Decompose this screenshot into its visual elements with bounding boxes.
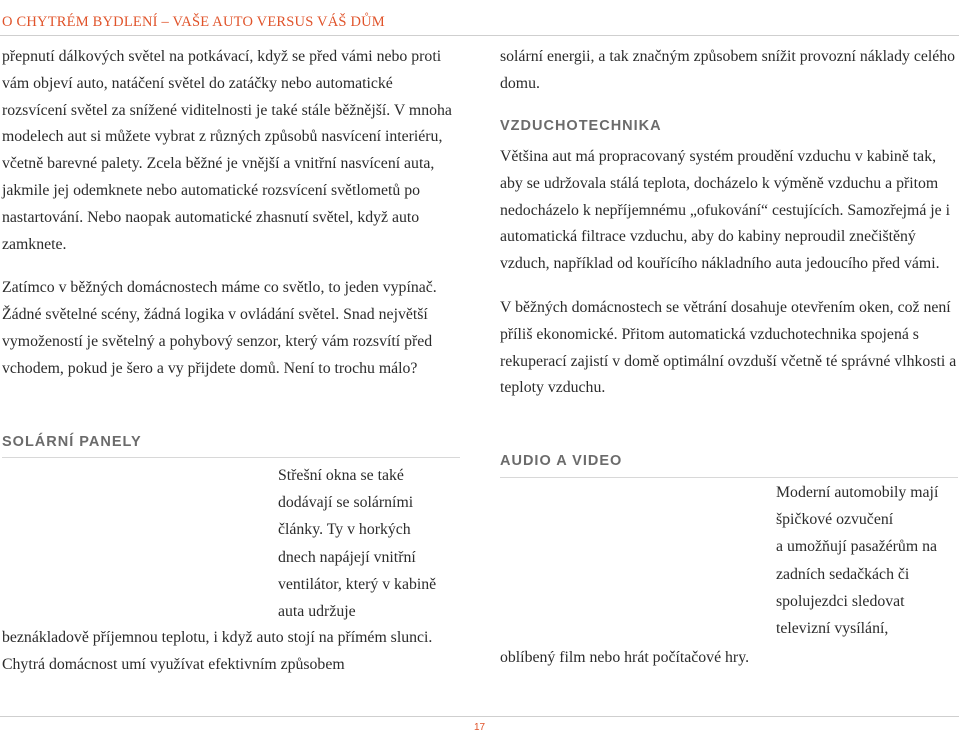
page-number: 17 [474,722,486,733]
solar-float-text [278,462,463,625]
solar-line: auta udržuje [278,603,356,621]
solar-line: Střešní okna se také [278,467,404,484]
audio-line: špičkové ozvučení [776,511,894,529]
solar-line: dodávají se solárními [278,494,414,512]
heading-audio-video: AUDIO A VIDEO [500,453,623,469]
header-divider [0,35,959,36]
heading-audio-divider [500,477,958,478]
heading-solar-panels: SOLÁRNÍ PANELY [2,434,142,450]
left-column [2,44,460,383]
solar-line: dnech napájejí vnitřní [278,548,416,566]
heading-ventilation: VZDUCHOTECHNIKA [500,118,662,134]
left-paragraph-home-lighting: Zatímco v běžných domácnostech máme co světlo, to jeden vypínač. Žádné světelné scény, žádná logika v ovládání světel. Snad největší vymožeností je světelný a pohybový senzor, který vám rozsvítí před vchodem, pokud je šero a vy přijdete domů. Není to trochu málo? [2,279,437,377]
solar-line: ventilátor, který v kabině [278,575,437,593]
right-column [500,44,958,98]
running-head: O CHYTRÉM BYDLENÍ – VAŠE AUTO VERSUS VÁŠ DŮM [2,14,385,30]
footer-divider [0,716,959,717]
solar-line: články. Ty v horkých [278,521,411,539]
audio-continuation: oblíbený film nebo hrát počítačové hry. [500,649,750,666]
right-paragraph-home-ventilation: V běžných domácnostech se větrání dosahuje otevřením oken, což není příliš ekonomické. Přitom automatická vzduchotechnika spojená s rekuperací zajistí v domě optimální ovzduší včetně té správné vlhkosti a teploty vzduchu. [500,298,957,397]
audio-line: a umožňují pasažérům na [776,538,937,556]
solar-continuation: beznákladově příjemnou teplotu, i když auto stojí na přímém slunci. Chytrá domácnost umí využívat efektivním způsobem [2,629,433,673]
audio-line: Moderní automobily mají [776,484,939,501]
right-paragraph-car-ventilation: Většina aut má propracovaný systém proudění vzduchu v kabině tak, aby se udržovala stálá teplota, docházelo k výměně vzduchu a přitom nedocházelo k nepříjemnému „ofukování“ cestujících. Samozřejmá je i automatická filtrace vzduchu, aby do kabiny neproudil znečištěný vzduch, například od kouřícího nákladního auta jedoucího před vámi. [500,148,951,273]
heading-solar-divider [2,457,460,458]
audio-line: spolujezdci sledovat [776,592,905,610]
ventilation-text [500,144,958,402]
right-paragraph-solar-energy: solární energii, a tak značným způsobem snížit provozní náklady celého domu. [500,48,956,92]
audio-float-text [776,479,959,642]
audio-line: zadních sedačkách či [776,565,910,583]
audio-line: televizní vysílání, [776,620,889,638]
left-paragraph-lighting: přepnutí dálkových světel na potkávací, když se před vámi nebo proti vám objeví auto, natáčení světel do zatáčky nebo automatické rozsvícení světel za snížené viditelnosti je také stále běžnější. V mnoha modelech aut si můžete vybrat z různých způsobů nasvícení interiéru, včetně barevné palety. Zcela běžné je vnější a vnitřní nasvícení auta, jakmile jej odemknete nebo automatické rozsvícení světlometů po nastartování. Nebo naopak automatické zhasnutí světel, když auto zamknete. [2,48,452,253]
